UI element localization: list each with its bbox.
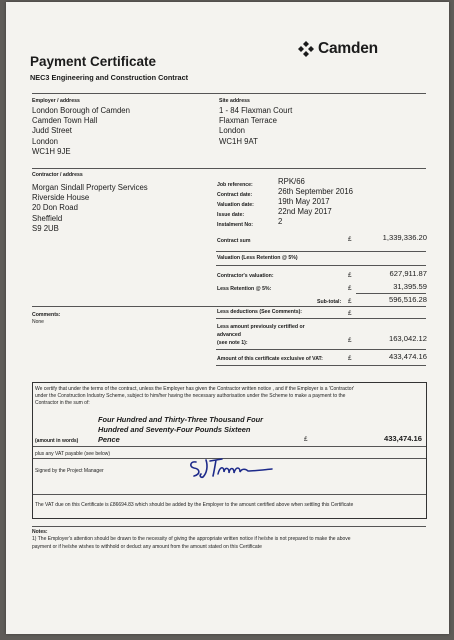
job-reference-label: Job reference:: [217, 182, 253, 188]
contract-date-label: Contract date:: [217, 192, 253, 198]
employer-line: WC1H 9JE: [32, 146, 71, 156]
vat-due-text: The VAT due on this Certificate is £86694.83 which should be added by the Employer to the amount certified above when settling this Certificate: [35, 502, 354, 508]
less-amount-label-2: advanced: [217, 332, 241, 338]
valuation-date-value: 19th May 2017: [278, 197, 330, 206]
vat-payable-label: plus any VAT payable (see below): [35, 451, 111, 457]
camden-logo: [297, 40, 378, 58]
currency-symbol: £: [348, 298, 352, 305]
currency-symbol: £: [304, 436, 308, 443]
subtotal-label: Sub-total:: [317, 299, 342, 305]
less-retention-value: 31,395.59: [393, 282, 427, 291]
site-line: London: [219, 126, 246, 136]
certificate-amount-value: 433,474.16: [388, 352, 427, 361]
contractor-line: 20 Don Road: [32, 203, 78, 213]
comments-label: Comments:: [32, 312, 61, 318]
contractor-line: Riverside House: [32, 193, 90, 203]
site-line: Flaxman Terrace: [219, 116, 277, 126]
contractor-label: Contractor / address: [32, 172, 83, 178]
certificate-amount-label: Amount of this certificate exclusive of VAT:: [217, 356, 323, 362]
job-reference-value: RPK/66: [278, 177, 305, 186]
valuation-date-label: Valuation date:: [217, 202, 254, 208]
page-title: Payment Certificate: [30, 54, 157, 69]
signed-by-label: Signed by the Project Manager: [35, 468, 104, 474]
contractor-line: Sheffield: [32, 213, 63, 223]
contract-date-value: 26th September 2016: [278, 187, 353, 196]
employer-line: London: [32, 136, 59, 146]
site-address: [219, 106, 292, 147]
less-amount-label-3: (see note 1):: [217, 340, 248, 346]
contractor-valuation-label: Contractor's valuation:: [217, 273, 274, 279]
contractor-valuation-value: 627,911.87: [389, 269, 427, 278]
employer-line: Judd Street: [32, 126, 72, 136]
certification-text: [35, 386, 425, 407]
certification-text-line: We certify that under the terms of the contract, unless the Employer has given the Contractor written notice , and if the Employer is a 'Contractor': [35, 386, 355, 392]
currency-symbol: £: [348, 236, 352, 243]
notes-line: payment or if he/she wishes to withhold or deduct any amount from the amount stated on this Certificate: [32, 543, 262, 550]
less-retention-label: Less Retention @ 5%:: [217, 286, 272, 292]
site-line: 1 - 84 Flaxman Court: [219, 106, 293, 115]
comments-value: None: [32, 319, 44, 325]
instalment-value: 2: [278, 217, 283, 226]
contractor-line: S9 2UB: [32, 223, 59, 233]
contractor-line: Morgan Sindall Property Services: [32, 183, 148, 192]
page-subtitle: NEC3 Engineering and Construction Contract: [30, 73, 189, 82]
employer-line: London Borough of Camden: [32, 106, 130, 115]
payment-certificate-page: [6, 2, 449, 634]
notes-label: Notes:: [32, 529, 48, 535]
amount-words-line: Hundred and Seventy-Four Pounds Sixteen: [98, 425, 251, 434]
issue-date-value: 22nd May 2017: [278, 207, 332, 216]
logo-text: Camden: [318, 40, 378, 57]
employer-label: Employer / address: [32, 98, 80, 104]
subtotal-value: 596,516.28: [388, 295, 427, 304]
amount-in-words: [98, 415, 263, 445]
issue-date-label: Issue date:: [217, 212, 245, 218]
site-line: WC1H 9AT: [219, 136, 258, 146]
currency-symbol: £: [348, 272, 352, 279]
less-amount-value: 163,042.12: [388, 334, 427, 343]
project-manager-signature: [186, 452, 291, 480]
certification-text-line: Contractor in the sum of:: [35, 400, 90, 406]
amount-in-words-label: (amount in words): [35, 438, 79, 444]
site-label: Site address: [219, 98, 250, 104]
valuation-heading: Valuation (Less Retention @ 5%): [217, 255, 298, 261]
contractor-address: [32, 183, 148, 234]
currency-symbol: £: [348, 355, 352, 362]
currency-symbol: £: [348, 285, 352, 292]
less-deductions-label: Less deductions (See Comments):: [217, 309, 303, 315]
amount-words-line: Four Hundred and Thirty-Three Thousand Four: [98, 415, 264, 424]
contract-sum-label: Contract sum: [217, 238, 251, 244]
notes-text: [32, 536, 426, 551]
certified-amount-value: 433,474.16: [383, 434, 422, 443]
certification-text-line: under the Construction Industry Scheme, subject to him/her having the necessary authorisation under the Scheme to make a payment to the: [35, 393, 346, 399]
employer-address: [32, 106, 130, 157]
contract-sum-value: 1,339,336.20: [382, 233, 427, 242]
instalment-label: Instalment No:: [217, 222, 254, 228]
currency-symbol: £: [348, 310, 352, 317]
notes-line: 1) The Employer's attention should be drawn to the necessity of giving the appropriate written notice if he/she is not prepared to make the above: [32, 536, 351, 542]
amount-words-line: Pence: [98, 435, 120, 444]
currency-symbol: £: [348, 337, 352, 344]
less-amount-label-1: Less amount previously certified or: [217, 324, 305, 330]
employer-line: Camden Town Hall: [32, 116, 98, 126]
camden-logo-icon: [297, 40, 315, 58]
